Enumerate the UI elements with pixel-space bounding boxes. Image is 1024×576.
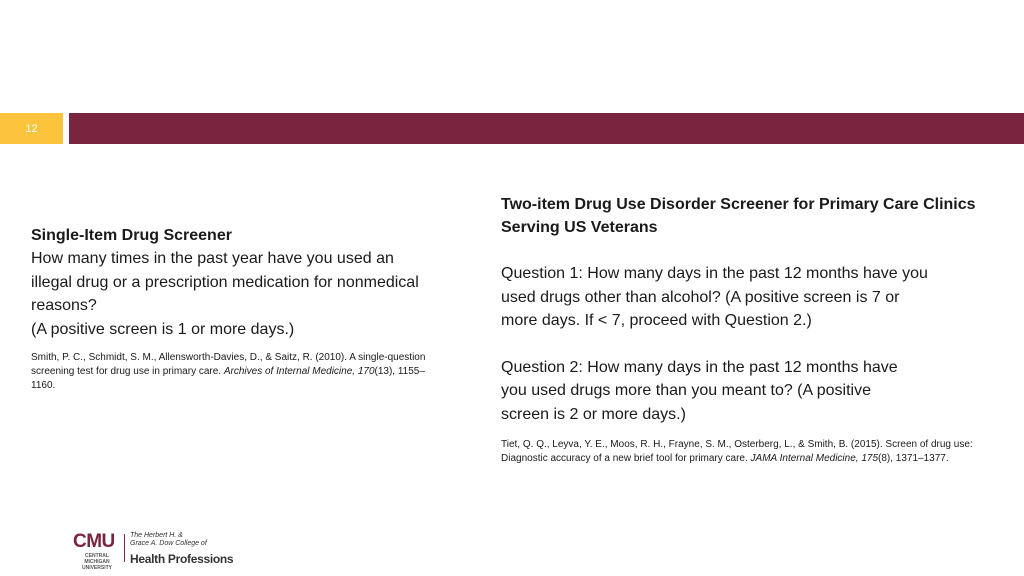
question-line: illegal drug or a prescription medication for nonmedical	[31, 273, 419, 291]
question-2	[501, 356, 1006, 427]
title-bar	[69, 113, 1024, 144]
heading-line: Two-item Drug Use Disorder Screener for Primary Care Clinics	[501, 196, 976, 213]
college-line: Grace A. Dow College of	[130, 540, 207, 547]
citation-text: screening test for drug use in primary care.	[31, 366, 224, 377]
page-number-box	[0, 113, 63, 144]
college-name: Health Professions	[130, 552, 234, 566]
two-item-screener-section	[501, 193, 1006, 466]
cmu-subtitle	[74, 553, 120, 571]
citation-line	[501, 452, 1006, 466]
logo-divider	[124, 534, 125, 562]
question-line: Question 2: How many days in the past 12 months have	[501, 358, 898, 376]
citation-line	[31, 365, 476, 379]
citation-journal: JAMA Internal Medicine, 175	[750, 453, 879, 464]
citation-issue-pages: (8), 1371–1377.	[878, 453, 949, 464]
cmu-logo	[73, 531, 234, 571]
question-line: screen is 2 or more days.)	[501, 405, 686, 423]
citation-line: Tiet, Q. Q., Leyva, Y. E., Moos, R. H., Frayne, S. M., Osterberg, L., & Smith, B. (2015). Screen of drug use:	[501, 439, 973, 450]
question-1	[501, 262, 1006, 333]
citation-journal: Archives of Internal Medicine, 170	[223, 366, 375, 377]
citation-line: 1160.	[31, 380, 56, 391]
question-line: reasons?	[31, 297, 97, 314]
citation-text: Diagnostic accuracy of a new brief tool for primary care.	[501, 453, 751, 464]
citation-issue-pages: (13), 1155–	[374, 366, 425, 377]
citation-line: Smith, P. C., Schmidt, S. M., Allensworth-Davies, D., & Saitz, R. (2010). A single-question	[31, 352, 426, 363]
single-item-screener-section	[31, 224, 476, 393]
college-name-small	[130, 532, 207, 548]
single-item-heading: Single-Item Drug Screener	[31, 227, 232, 244]
heading-line: Serving US Veterans	[501, 219, 658, 236]
positive-screen-note: (A positive screen is 1 or more days.)	[31, 320, 295, 338]
tiet-citation	[501, 438, 1006, 466]
smith-citation	[31, 351, 476, 393]
two-item-heading	[501, 193, 1006, 239]
question-line: you used drugs more than you meant to? (A positive	[501, 382, 871, 399]
question-line: Question 1: How many days in the past 12 months have you	[501, 265, 928, 282]
college-line: The Herbert H. &	[130, 532, 183, 539]
cmu-subtitle-line: UNIVERSITY	[81, 565, 112, 571]
single-item-question	[31, 247, 476, 341]
question-line: used drugs other than alcohol? (A positive screen is 7 or	[501, 288, 900, 306]
question-line: more days. If < 7, proceed with Question 2.)	[501, 312, 812, 329]
question-line: How many times in the past year have you used an	[31, 250, 394, 267]
page-number: 12	[25, 122, 38, 135]
cmu-wordmark: CMU	[73, 531, 115, 552]
cmu-subtitle-line: CENTRAL MICHIGAN	[84, 553, 110, 565]
